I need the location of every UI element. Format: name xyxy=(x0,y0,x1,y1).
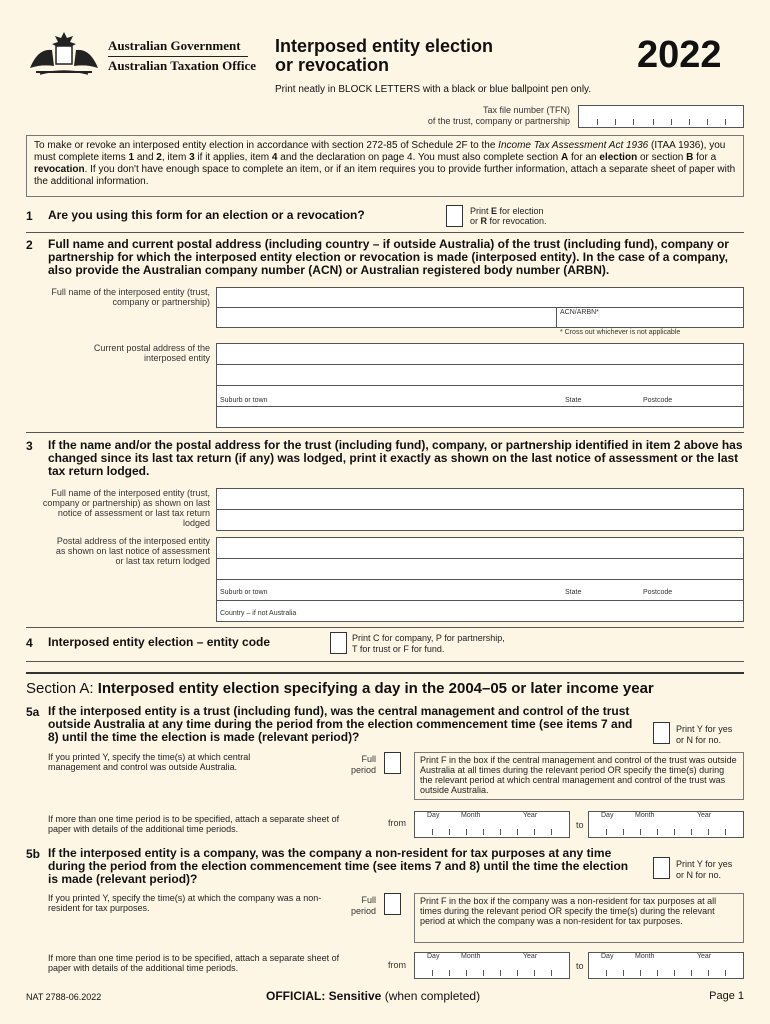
q2-address-line2[interactable] xyxy=(216,364,744,386)
q5b-from-year: Year xyxy=(523,953,538,960)
q4-text: Interposed entity election – entity code xyxy=(48,635,271,649)
q5a-full-period-2: period xyxy=(350,765,376,775)
q1-text: Are you using this form for an election or a revocation? xyxy=(48,208,365,222)
q5a-to-year: Year xyxy=(697,812,712,819)
form-title-line2: or revocation xyxy=(275,55,390,75)
q5a-specify: If you printed Y, specify the time(s) at which central management and control was outside Australia. xyxy=(48,752,251,772)
tfn-label-2: of the trust, company or partnership xyxy=(427,116,570,126)
q5b-specify: If you printed Y, specify the time(s) at which the company was a non-resident for tax purposes. xyxy=(48,893,322,913)
q5b-to-month: Month xyxy=(635,953,655,960)
q3-address-line2[interactable] xyxy=(216,558,744,580)
q5b-yes-no-box[interactable] xyxy=(653,857,670,879)
print-instruction: Print neatly in BLOCK LETTERS with a black or blue ballpoint pen only. xyxy=(275,84,592,95)
gov-divider xyxy=(108,56,248,57)
q5a-to-label: to xyxy=(576,820,584,830)
q2-text: Full name and current postal address (including country – if outside Australia) of the trust (including fund), company or partnership for which the interposed entity election or revocation is made (interposed entity). In the case of a company, also provide the Australian company number (ACN) or Australian registered body number (ARBN). xyxy=(48,237,729,277)
q5b-full-period-1: Full xyxy=(361,895,376,905)
q2-name-label: Full name of the interposed entity (trust, company or partnership) xyxy=(51,287,210,307)
q5b-to-label: to xyxy=(576,961,584,971)
q5b-full-hint: Print F in the box if the company was a non-resident for tax purposes at all times during the relevant period OR specify the time(s) during the relevant period at which the company was a non-resident for tax purposes. xyxy=(420,896,717,926)
q5a-from-month: Month xyxy=(461,812,481,819)
q5b-from-month: Month xyxy=(461,953,481,960)
q5a-to-date[interactable] xyxy=(588,811,744,838)
q5b-from-label: from xyxy=(388,960,406,970)
security-classification: OFFICIAL: Sensitive (when completed) xyxy=(266,989,481,1003)
q5a-from-day: Day xyxy=(427,812,440,819)
q5b-text: If the interposed entity is a company, was the company a non-resident for tax purposes at any time during the period from the election commencement time (see items 7 and 8) until the time the election is made (relevant period)? xyxy=(48,846,629,886)
gov-crest-logo xyxy=(26,28,102,76)
q2-number: 2 xyxy=(26,238,33,252)
q5a-yes-no-box[interactable] xyxy=(653,722,670,744)
q2-suburb-label: Suburb or town xyxy=(220,397,268,404)
q5a-full-period-1: Full xyxy=(361,754,376,764)
q5a-yn-line2: or N for no. xyxy=(676,735,722,745)
q5a-to-day: Day xyxy=(601,812,614,819)
page-number: Page 1 xyxy=(709,990,744,1002)
q3-name-input-line2[interactable] xyxy=(216,509,744,531)
q3-name-label: Full name of the interposed entity (trust, company or partnership) as shown on last notice of assessment or last tax return lodged xyxy=(42,488,210,528)
q4-hint-line2: T for trust or F for fund. xyxy=(352,644,445,654)
q2-state-label: State xyxy=(565,397,582,404)
q4-number: 4 xyxy=(26,636,33,650)
q5a-yn-line1: Print Y for yes xyxy=(676,724,733,734)
q5a-full-period-box[interactable] xyxy=(384,752,401,774)
q5b-number: 5b xyxy=(26,847,41,861)
q3-country-label: Country – if not Australia xyxy=(220,610,297,617)
divider xyxy=(26,432,744,433)
q2-acn-input[interactable] xyxy=(556,307,744,328)
q5b-yn-line1: Print Y for yes xyxy=(676,859,733,869)
divider xyxy=(26,232,744,233)
q5a-full-hint: Print F in the box if the central management and control of the trust was outside Australia at all times during the relevant period OR specify the time(s) during the relevant period at which central management and control of the trust was outside Australia. xyxy=(420,755,737,795)
form-title-line1: Interposed entity election xyxy=(275,36,494,56)
q1-hint: Print E for election or R for revocation. xyxy=(470,206,547,226)
q3-address-label: Postal address of the interposed entity as shown on last notice of assessment or last tax return lodged xyxy=(55,536,210,566)
q1-election-revocation-box[interactable] xyxy=(446,205,463,227)
q5b-full-period-2: period xyxy=(350,906,376,916)
q5b-yn-line2: or N for no. xyxy=(676,870,722,880)
divider xyxy=(26,661,744,662)
q5b-from-day: Day xyxy=(427,953,440,960)
q2-postcode-label: Postcode xyxy=(643,397,673,404)
section-divider xyxy=(26,672,744,674)
q5a-to-month: Month xyxy=(635,812,655,819)
q2-acn-label: ACN/ARBN* xyxy=(560,309,599,316)
q5b-full-period-box[interactable] xyxy=(384,893,401,915)
tfn-input[interactable] xyxy=(578,105,744,128)
intro-text: To make or revoke an interposed entity election in accordance with section 272-85 of Schedule 2F to the Income Tax Assessment Act 1936 (ITAA 1936), you must complete items 1 and 2, item 3 if it applies, item 4 and the declaration on page 4. You must also complete section A for an election or section B for a revocation. If you don't have enough space to complete an item, or if an item requires you to provide further information, attach a separate sheet of paper with the additional information. xyxy=(34,140,736,187)
q3-number: 3 xyxy=(26,439,33,453)
q4-entity-code-box[interactable] xyxy=(330,632,347,654)
q3-state-label: State xyxy=(565,589,582,596)
q2-acn-note: * Cross out whichever is not applicable xyxy=(560,329,681,336)
section-a-heading: Section A: Interposed entity election specifying a day in the 2004–05 or later income year xyxy=(26,680,654,697)
q5b-to-day: Day xyxy=(601,953,614,960)
q2-name-input-line1[interactable] xyxy=(216,287,744,308)
q3-address-suburb-row[interactable] xyxy=(216,579,744,601)
q5a-from-year: Year xyxy=(523,812,538,819)
gov-name: Australian Government xyxy=(108,38,241,53)
q5a-text: If the interposed entity is a trust (including fund), was the central management and control of the trust outside Australia at any time during the period from the election commencement time (see items 7 and 8) until the time the election is made (relevant period)? xyxy=(48,704,633,744)
q5a-number: 5a xyxy=(26,705,40,719)
q5a-from-date[interactable] xyxy=(414,811,570,838)
form-year: 2022 xyxy=(637,34,722,76)
q4-hint-line1: Print C for company, P for partnership, xyxy=(352,633,505,643)
q3-address-line1[interactable] xyxy=(216,537,744,559)
q5b-to-date[interactable] xyxy=(588,952,744,979)
q3-suburb-label: Suburb or town xyxy=(220,589,268,596)
q3-country-row[interactable] xyxy=(216,600,744,622)
ato-name: Australian Taxation Office xyxy=(108,58,257,73)
q2-address-label: Current postal address of the interposed entity xyxy=(93,343,210,363)
q3-name-input-line1[interactable] xyxy=(216,488,744,510)
divider xyxy=(26,627,744,628)
q1-number: 1 xyxy=(26,209,33,223)
q2-address-suburb-row[interactable] xyxy=(216,385,744,407)
form-code: NAT 2788-06.2022 xyxy=(26,992,102,1002)
q5a-from-label: from xyxy=(388,818,406,828)
q2-address-line1[interactable] xyxy=(216,343,744,365)
tfn-label-1: Tax file number (TFN) xyxy=(482,105,570,115)
q5b-to-year: Year xyxy=(697,953,712,960)
q5a-more-time: If more than one time period is to be specified, attach a separate sheet of paper with details of the additional time periods. xyxy=(48,814,340,834)
q5b-more-time: If more than one time period is to be specified, attach a separate sheet of paper with details of the additional time periods. xyxy=(48,953,340,973)
q3-text: If the name and/or the postal address for the trust (including fund), company, or partnership identified in item 2 above has changed since its last tax return (if any) was lodged, print it exactly as shown on the last notice of assessment or the last tax return lodged. xyxy=(48,438,743,478)
q2-address-line4[interactable] xyxy=(216,406,744,428)
q5b-from-date[interactable] xyxy=(414,952,570,979)
q3-postcode-label: Postcode xyxy=(643,589,673,596)
